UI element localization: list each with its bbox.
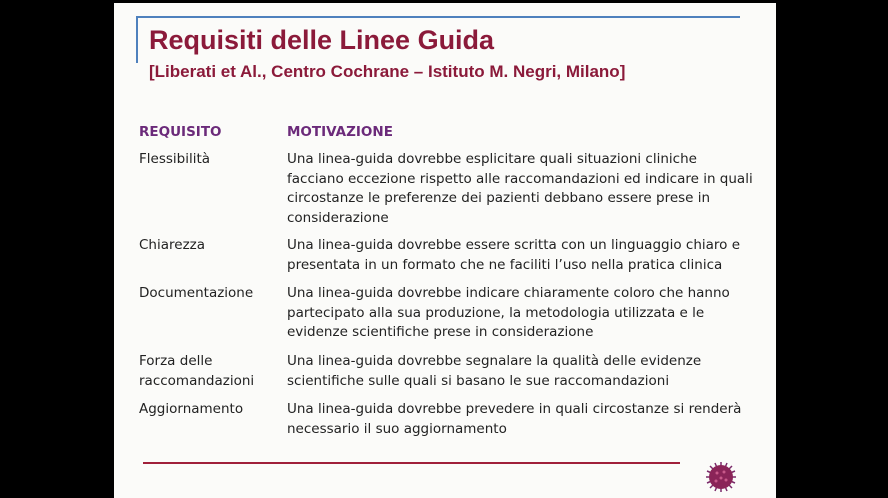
- requisito: Aggiornamento: [139, 401, 244, 417]
- bottom-divider: [143, 462, 680, 464]
- motivazione: Una linea-guida dovrebbe prevedere in quali circostanze si renderà necessario il suo aggiornamento: [287, 401, 742, 437]
- slide-subtitle: [Liberati et Al., Centro Cochrane – Istituto M. Negri, Milano]: [149, 62, 626, 81]
- motivazione: Una linea-guida dovrebbe segnalare la qualità delle evidenze scientifiche sulle quali si basano le sue raccomandazioni: [287, 353, 702, 389]
- slide-title: Requisiti delle Linee Guida: [149, 25, 495, 55]
- motivazione: Una linea-guida dovrebbe essere scritta con un linguaggio chiaro e presentata in un formato che ne faciliti l’uso nella pratica clinica: [287, 237, 741, 273]
- virus-logo-icon: [705, 461, 737, 493]
- requisito: Chiarezza: [139, 237, 206, 253]
- header-requisito: REQUISITO: [139, 124, 222, 140]
- title-border-left: [136, 16, 138, 63]
- motivazione: Una linea-guida dovrebbe esplicitare quali situazioni cliniche facciano eccezione rispetto alle raccomandazioni ed indicare in quali circostanze le preferenze dei pazienti debbano essere prese in considerazione: [287, 151, 753, 227]
- requisito: Flessibilità: [139, 151, 211, 167]
- requisito: Documentazione: [139, 285, 254, 301]
- title-border-top: [137, 16, 740, 18]
- motivazione: Una linea-guida dovrebbe indicare chiaramente coloro che hanno partecipato alla sua produzione, la metodologia utilizzata e le evidenze scientifiche prese in considerazione: [287, 285, 730, 341]
- requisito: Forza delle raccomandazioni: [139, 353, 255, 389]
- header-motivazione: MOTIVAZIONE: [287, 124, 393, 140]
- slide: [114, 3, 776, 498]
